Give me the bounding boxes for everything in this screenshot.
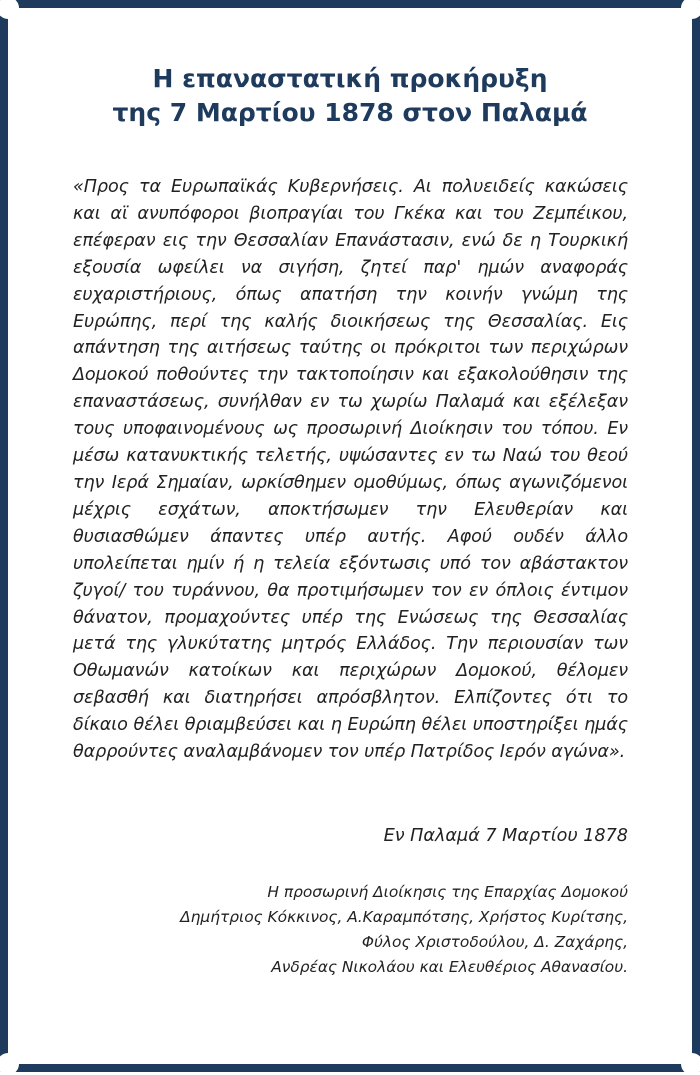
title-line-1: Η επαναστατική προκήρυξη (152, 64, 548, 93)
page-title (40, 62, 660, 130)
frame-corner-top-right (681, 0, 700, 19)
signature-line-4: Ανδρέας Νικολάου και Ελευθέριος Αθανασίου. (271, 958, 628, 976)
signature-line-3: Φύλος Χριστοδούλου, Δ. Ζαχάρης, (361, 933, 628, 951)
signature-line-1: Η προσωρινή Διοίκησις της Επαρχίας Δομοκού (267, 883, 628, 901)
date-line: Εν Παλαμά 7 Μαρτίου 1878 (383, 826, 628, 846)
signature-line-2: Δημήτριος Κόκκινος, Α.Καραμπότσης, Χρήστος Κυρίτσης, (180, 908, 628, 926)
signature-block (108, 880, 628, 980)
title-line-2: της 7 Μαρτίου 1878 στον Παλαμά (112, 98, 588, 127)
proclamation-text: «Προς τα Ευρωπαϊκάς Κυβερνήσεις. Αι πολυειδείς κακώσεις και αϊ ανυπόφοροι βιοπραγίαι του Γκέκα και του Ζεμπέικου, επέφεραν εις την Θεσσαλίαν Επανάστασιν, ενώ δε η Τουρκική εξουσία ωφείλει να σιγήση, ζητεί παρ' ημών αναφοράς ευχαριστήριους, όπως απατήση την κοινήν γνώμη της Ευρώπης, περί της καλής διοικήσεως της Θεσσαλίας. Εις απάντηση της αιτήσεως ταύτης οι πρόκριτοι των περιχώρων Δομοκού ποθούντες την τακτοποίησιν και εξακολούθησιν της επαναστάσεως, συνήλθαν εν τω χωρίω Παλαμά και εξέλεξαν τους υποφαινομένους ως προσωρινή Διοίκησιν του τόπου. Εν μέσω κατανυκτικής τελετής, υψώσαντες εν τω Ναώ του θεού την Ιερά Σημαίαν, ωρκίσθημεν ομοθύμως, όπως αγωνιζόμενοι μέχρις εσχάτων, αποκτήσωμεν την Ελευθερίαν και θυσιασθώμεν άπαντες υπέρ αυτής. Αφού ουδέν άλλο υπολείπεται ημίν ή η τελεία εξόντωσις υπό τον αβάστακτον ζυγοί/ του τυράννου, θα προτιμήσωμεν τον εν όπλοις έντιμον θάνατον, προμαχούντες υπέρ της Ενώσεως της Θεσσαλίας μετά της γλυκύτατης μητρός Ελλάδος. Την περιουσίαν των Οθωμανών κατοίκων και περιχώρων Δομοκού, θέλομεν σεβασθή και διατηρήσει απρόσβλητον. Ελπίζοντες ότι το δίκαιο θέλει θριαμβεύσει και η Ευρώπη θέλει υποστηρίξει ημάς θαρρούντες αναλαμβάνομεν τον υπέρ Πατρίδος Ιερόν αγώνα». (73, 177, 628, 763)
frame-corner-top-left (0, 0, 19, 19)
